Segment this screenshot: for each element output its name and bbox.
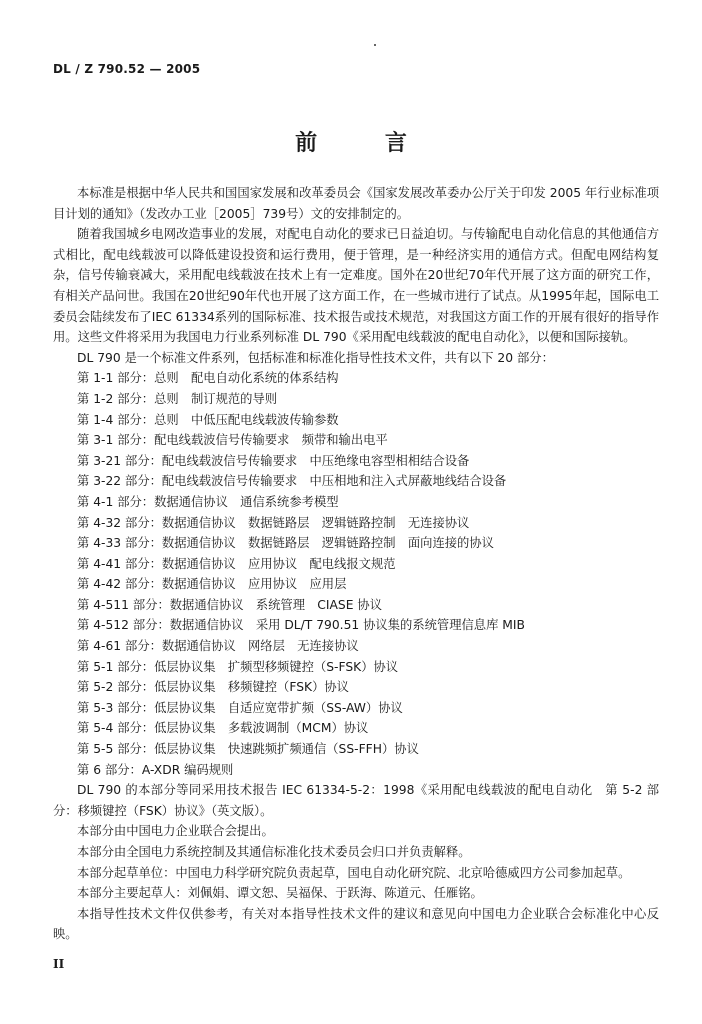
list-item: 第 1-4 部分：总则 中低压配电线载波传输参数: [77, 412, 339, 427]
list-item: 第 5-5 部分：低层协议集 快速跳频扩频通信（SS-FFH）协议: [77, 742, 419, 757]
list-item: 第 5-4 部分：低层协议集 多载波调制（MCM）协议: [77, 721, 369, 736]
paragraph: 本指导性技术文件仅供参考，有关对本指导性技术文件的建议和意见向中国电力企业联合会标准化中心反映。: [53, 906, 659, 942]
list-item: 第 5-3 部分：低层协议集 自适应宽带扩频（SS-AW）协议: [77, 700, 403, 715]
list-item: 第 3-21 部分：配电线载波信号传输要求 中压绝缘电容型相相结合设备: [77, 453, 470, 468]
list-item: 第 1-1 部分：总则 配电自动化系统的体系结构: [77, 371, 339, 386]
paragraph: 本部分由中国电力企业联合会提出。: [77, 824, 274, 839]
paragraph: 本部分主要起草人：刘佩娟、谭文恕、吴福保、于跃海、陈道元、任雁铭。: [77, 886, 483, 901]
list-item: 第 3-22 部分：配电线载波信号传输要求 中压相地和注入式屏蔽地线结合设备: [77, 474, 507, 489]
paragraph: DL 790 的本部分等同采用技术报告 IEC 61334-5-2：1998《采用配电线载波的配电自动化 第 5-2 部分：移频键控（FSK）协议》（英文版）。: [53, 783, 659, 818]
list-item: 第 5-1 部分：低层协议集 扩频型移频键控（S-FSK）协议: [77, 659, 399, 674]
list-item: 第 4-511 部分：数据通信协议 系统管理 CIASE 协议: [77, 597, 383, 612]
paragraph: 随着我国城乡电网改造事业的发展，对配电自动化的要求已日益迫切。与传输配电自动化信息的其他通信方式相比，配电线载波可以降低建设投资和运行费用，便于管理，是一种经济实用的通信方式。但配电网结构复杂，信号传输衰减大，采用配电线载波在技术上有一定难度。国外在20世纪70年代开展了这方面的研究工作，有相关产品问世。我国在20世纪90年代也开展了这方面工作，在一些城市进行了试点。从1995年起，国际电工委员会陆续发布了IEC 61334系列的国际标准、技术报告或技术规范，对我国这方面工作的开展有很好的指导作用。这些文件将采用为我国电力行业系列标准 DL 790《采用配电线载波的配电自动化》，以便和国际接轨。: [53, 227, 659, 345]
list-item: 第 4-1 部分：数据通信协议 通信系统参考模型: [77, 494, 339, 509]
list-item: 第 3-1 部分：配电线载波信号传输要求 频带和输出电平: [77, 433, 388, 448]
foreword-body: [53, 183, 659, 945]
list-item: 第 4-61 部分：数据通信协议 网络层 无连接协议: [77, 639, 359, 654]
page-number: II: [53, 957, 65, 971]
list-item: 第 5-2 部分：低层协议集 移频键控（FSK）协议: [77, 680, 349, 695]
document-code: DL / Z 790.52 — 2005: [53, 62, 201, 76]
paragraph: 本部分起草单位：中国电力科学研究院负责起草，国电自动化研究院、北京哈德威四方公司参加起草。: [77, 865, 631, 880]
paragraph: 本部分由全国电力系统控制及其通信标准化技术委员会归口并负责解释。: [77, 845, 471, 859]
list-item: 第 4-42 部分：数据通信协议 应用协议 应用层: [77, 577, 347, 592]
scan-speck: [374, 44, 376, 46]
list-item: 第 1-2 部分：总则 制订规范的导则: [77, 391, 278, 406]
paragraph: DL 790 是一个标准文件系列，包括标准和标准化指导性技术文件，共有以下 20 部分：: [77, 350, 554, 365]
list-item: 第 4-33 部分：数据通信协议 数据链路层 逻辑链路控制 面向连接的协议: [77, 536, 494, 551]
list-item: 第 4-41 部分：数据通信协议 应用协议 配电线报文规范: [77, 556, 396, 571]
page-title: 前 言: [295, 131, 437, 156]
parts-list: [53, 368, 659, 780]
paragraph: 本标准是根据中华人民共和国国家发展和改革委员会《国家发展改革委办公厅关于印发 2005 年行业标准项目计划的通知》（发改办工业［2005］739号）文的安排制定的。: [53, 186, 659, 221]
list-item: 第 4-512 部分：数据通信协议 采用 DL/T 790.51 协议集的系统管理信息库 MIB: [77, 618, 525, 633]
list-item: 第 6 部分：A-XDR 编码规则: [77, 762, 234, 777]
list-item: 第 4-32 部分：数据通信协议 数据链路层 逻辑链路控制 无连接协议: [77, 515, 470, 530]
